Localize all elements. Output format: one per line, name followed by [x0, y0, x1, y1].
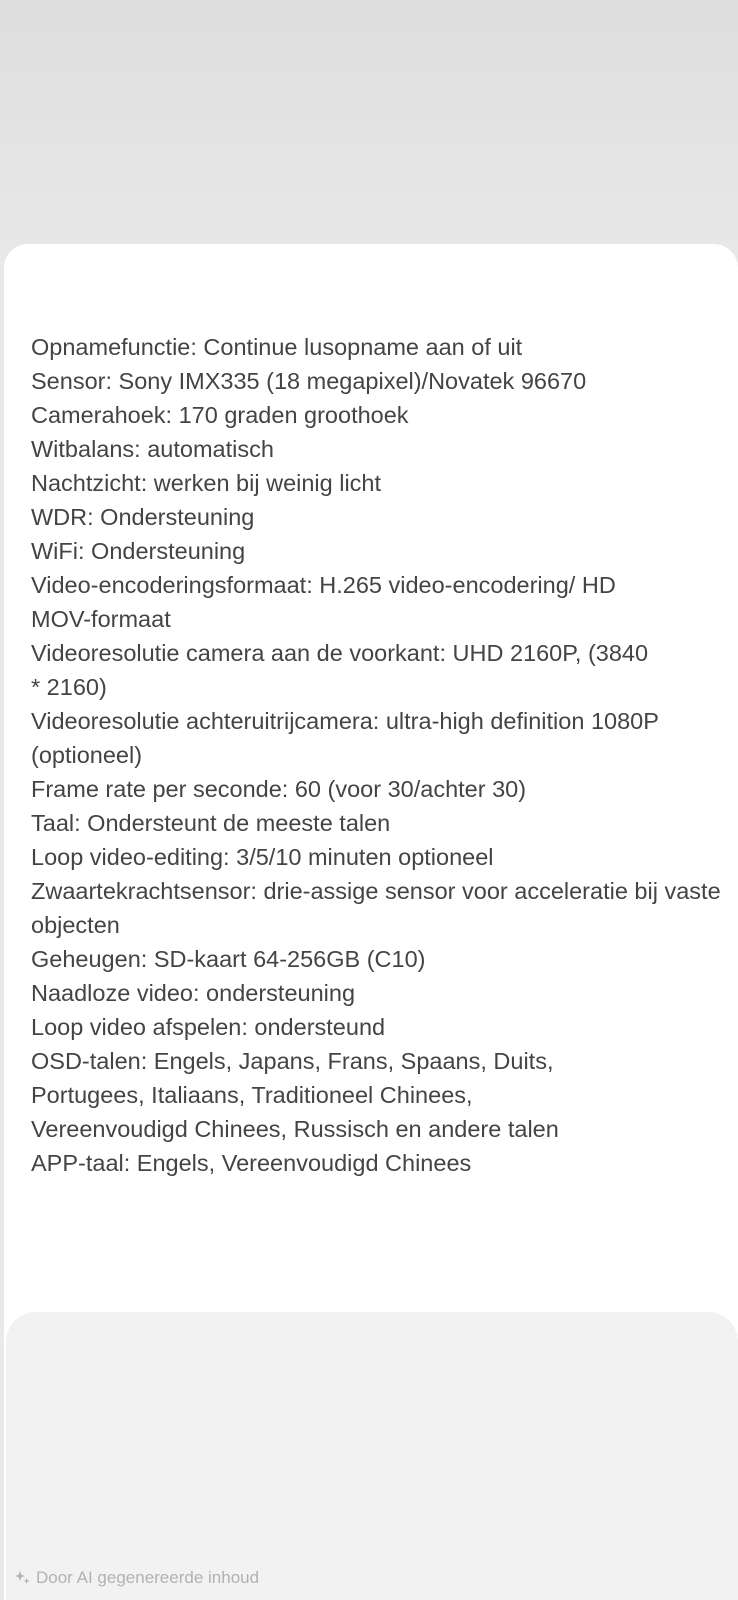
ai-sparkle-icon [14, 1569, 32, 1587]
spec-list [31, 330, 721, 1180]
spec-item: Naadloze video: ondersteuning [31, 980, 356, 1006]
spec-item: Loop video afspelen: ondersteund [31, 1014, 386, 1040]
ai-generated-notice [14, 1568, 259, 1588]
spec-item: WDR: Ondersteuning [31, 504, 255, 530]
spec-item: Opnamefunctie: Continue lusopname aan of uit [31, 334, 523, 360]
spec-item: WiFi: Ondersteuning [31, 538, 246, 564]
bottom-panel [6, 1312, 738, 1600]
spec-item: Videoresolutie achteruitrijcamera: ultra-high definition 1080P (optioneel) [31, 708, 659, 768]
spec-item: Taal: Ondersteunt de meeste talen [31, 810, 391, 836]
spec-item: Videoresolutie camera aan de voorkant: UHD 2160P, (3840 * 2160) [31, 640, 649, 700]
spec-item: Camerahoek: 170 graden groothoek [31, 402, 409, 428]
spec-item: Nachtzicht: werken bij weinig licht [31, 470, 382, 496]
spec-item: OSD-talen: Engels, Japans, Frans, Spaans, Duits, Portugees, Italiaans, Traditioneel Chinees, Vereenvoudigd Chinees, Russisch en andere talen [31, 1048, 559, 1142]
spec-item: Loop video-editing: 3/5/10 minuten optioneel [31, 844, 494, 870]
spec-item: Witbalans: automatisch [31, 436, 274, 462]
ai-notice-text: Door AI gegenereerde inhoud [36, 1568, 260, 1587]
spec-item: Geheugen: SD-kaart 64-256GB (C10) [31, 946, 426, 972]
spec-item: Zwaartekrachtsensor: drie-assige sensor voor acceleratie bij vaste objecten [31, 878, 721, 938]
spec-item: Frame rate per seconde: 60 (voor 30/achter 30) [31, 776, 527, 802]
spec-item: Video-encoderingsformaat: H.265 video-encodering/ HD MOV-formaat [31, 572, 616, 632]
spec-item: APP-taal: Engels, Vereenvoudigd Chinees [31, 1150, 472, 1176]
spec-item: Sensor: Sony IMX335 (18 megapixel)/Novatek 96670 [31, 368, 587, 394]
background-image-area [0, 0, 738, 260]
